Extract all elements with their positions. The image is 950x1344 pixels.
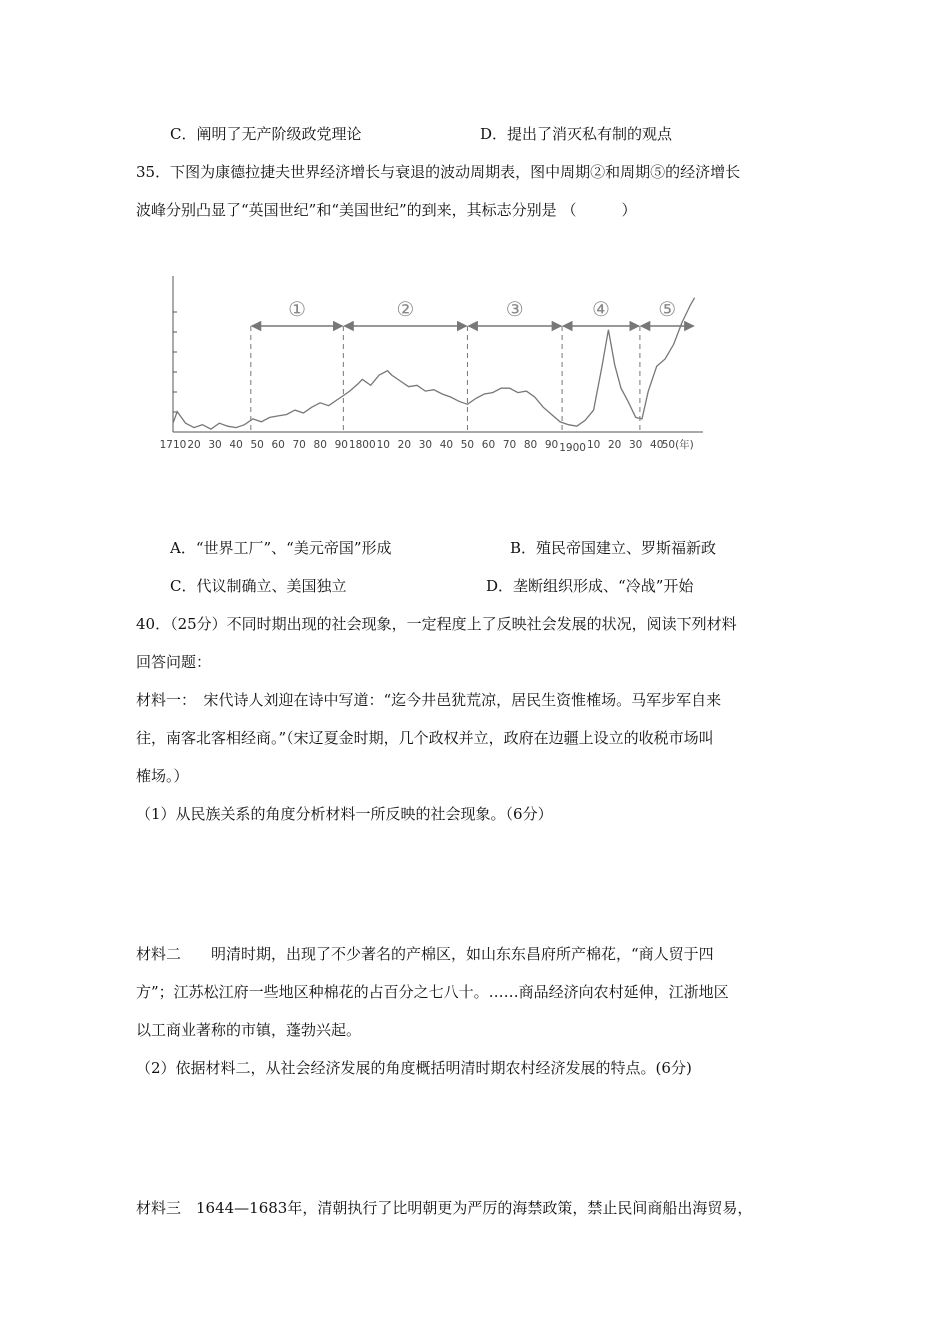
x-tick-label: 60	[271, 439, 285, 451]
q34-option-c: C．阐明了无产阶级政党理论	[170, 125, 362, 143]
x-tick-label: 20	[607, 439, 622, 451]
cycle-label-4: ④	[592, 297, 610, 321]
cycle-label-2: ②	[396, 297, 415, 321]
x-tick-label: 80	[313, 439, 327, 451]
q35-option-b: B．殖民帝国建立、罗斯福新政	[510, 539, 717, 557]
question-1: （1）从民族关系的角度分析材料一所反映的社会现象。（6分）	[136, 805, 553, 823]
cycle-label-5: ⑤	[658, 297, 677, 321]
q35-option-c: C．代议制确立、美国独立	[170, 577, 347, 595]
x-tick-label: 50	[250, 439, 264, 451]
x-tick-label: 50	[460, 439, 475, 451]
kondratiev-cycle-chart	[155, 268, 715, 460]
chart-axes	[173, 276, 703, 432]
x-tick-label: 70	[502, 439, 517, 451]
x-tick-label: 10	[586, 439, 601, 451]
x-tick-label: 30	[629, 439, 643, 451]
material2-line2: 方”；江苏松江府一些地区种棉花的占百分之七八十。……商品经济向农村延伸，江浙地区	[136, 983, 729, 1001]
x-tick-label: 40	[229, 439, 243, 451]
q40-intro-line2: 回答问题：	[136, 653, 212, 671]
material2-line3: 以工商业著称的市镇，蓬勃兴起。	[136, 1021, 362, 1039]
x-tick-label: 60	[481, 439, 496, 451]
x-tick-label: 10	[376, 439, 391, 451]
chart-cycles	[251, 297, 694, 432]
x-tick-label: 30	[208, 439, 222, 451]
x-tick-label: 20	[187, 439, 201, 451]
x-tick-label: 90	[544, 439, 559, 451]
chart-tick-labels	[160, 438, 694, 454]
material3-line1: 材料三 1644—1683年，清朝执行了比明朝更为严厉的海禁政策，禁止民间商船出海贸易，	[136, 1199, 753, 1217]
cycle-label-1: ①	[288, 297, 307, 321]
x-tick-label: 50(年)	[661, 439, 694, 451]
x-tick-label: 70	[292, 439, 306, 451]
x-tick-label: 90	[334, 439, 348, 451]
x-tick-label: 1800	[348, 439, 376, 451]
q35-stem-line2: 波峰分别凸显了“英国世纪”和“美国世纪”的到来，其标志分别是 （ ）	[136, 201, 637, 219]
q35-stem-line1: 35．下图为康德拉捷夫世界经济增长与衰退的波动周期表，图中周期②和周期⑤的经济增长	[136, 163, 741, 181]
q40-intro-line1: 40．（25分）不同时期出现的社会现象，一定程度上了反映社会发展的状况，阅读下列材料	[136, 615, 737, 633]
q35-option-d: D．垄断组织形成、“冷战”开始	[486, 577, 694, 595]
q34-option-d: D．提出了消灭私有制的观点	[480, 125, 673, 143]
material1-line3: 榷场。）	[136, 767, 189, 785]
x-tick-label: 1710	[159, 439, 187, 451]
question-2: （2）依据材料二，从社会经济发展的角度概括明清时期农村经济发展的特点。(6分)	[136, 1059, 692, 1077]
material2-line1: 材料二 明清时期，出现了不少著名的产棉区，如山东东昌府所产棉花，“商人贸于四	[136, 945, 714, 963]
material1-line2: 往，南客北客相经商。”（宋辽夏金时期，几个政权并立，政府在边疆上设立的收税市场叫	[136, 729, 714, 747]
x-tick-label: 1900	[559, 442, 586, 454]
x-tick-label: 40	[439, 439, 454, 451]
material1-line1: 材料一： 宋代诗人刘迎在诗中写道：“迄今井邑犹荒凉，居民生资惟榷场。马军步军自来	[136, 691, 722, 709]
x-tick-label: 20	[397, 439, 412, 451]
q35-option-a: A．“世界工厂”、“美元帝国”形成	[170, 539, 392, 557]
x-tick-label: 40	[650, 439, 664, 451]
cycle-label-3: ③	[505, 297, 524, 321]
x-tick-label: 80	[523, 439, 538, 451]
x-tick-label: 30	[418, 439, 433, 451]
